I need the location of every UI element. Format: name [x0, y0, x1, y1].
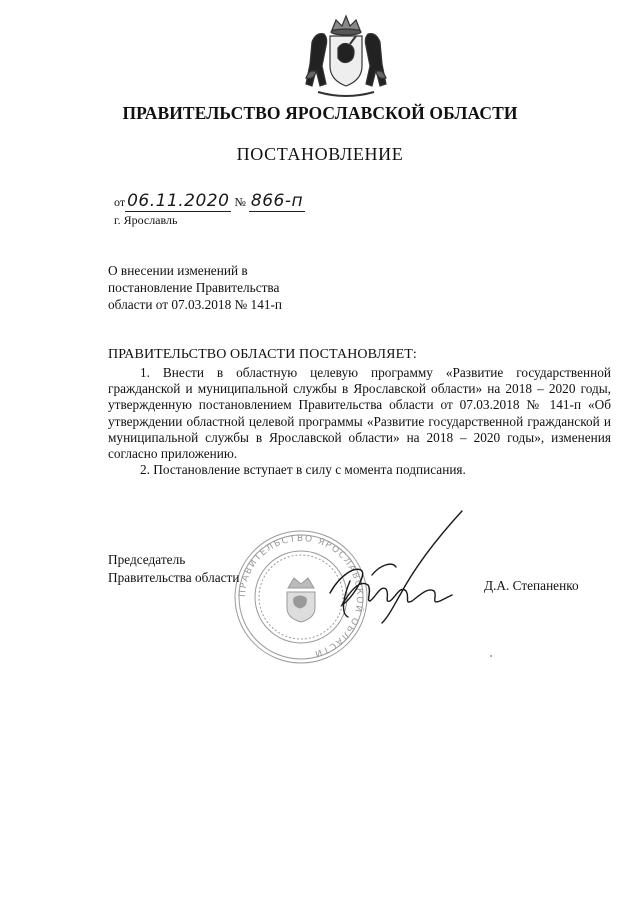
subject-line: области от 07.03.2018 № 141-п — [108, 297, 283, 312]
document-type-title: ПОСТАНОВЛЕНИЕ — [236, 144, 404, 164]
seal-text: ПРАВИТЕЛЬСТВО ЯРОСЛАВСКОЙ ОБЛАСТИ — [237, 533, 365, 659]
position-line: Правительства области — [108, 570, 240, 585]
handwritten-signature — [320, 505, 470, 640]
position-line: Председатель — [108, 552, 186, 567]
document-city: г. Ярославль — [114, 213, 178, 227]
coat-of-arms-icon — [298, 8, 394, 104]
government-name: ПРАВИТЕЛЬСТВО ЯРОСЛАВСКОЙ ОБЛАСТИ — [122, 103, 518, 123]
signatory-position — [108, 551, 239, 587]
number-prefix: № — [234, 195, 246, 209]
body-paragraph: 1. Внести в областную целевую программу «Развитие государственной гражданской и муниципальной службы в Ярославской области» на 2018 – 2020 годы, утвержденную постановлением Правительства области от 07.03.2018 № 141-п «Об утверждении областной целевой программы «Развитие государственной гражданской и муниципальной службы в Ярославской области» на 2018 – 2020 годы», изменения согласно приложению. — [108, 365, 611, 462]
signer-name: Д.А. Степаненко — [484, 578, 579, 593]
document-requisites — [114, 191, 305, 211]
subject-line: О внесении изменений в — [108, 263, 248, 278]
date-prefix: от — [114, 195, 126, 209]
document-date: 06.11.2020 — [127, 191, 230, 211]
subject-line: постановление Правительства — [108, 280, 280, 295]
decree-heading: ПРАВИТЕЛЬСТВО ОБЛАСТИ ПОСТАНОВЛЯЕТ: — [108, 347, 417, 362]
body-paragraph: 2. Постановление вступает в силу с момента подписания. — [140, 462, 466, 478]
document-number: 866-п — [250, 191, 304, 211]
document-body — [108, 365, 611, 478]
document-subject — [108, 262, 348, 313]
scan-speck — [490, 655, 492, 657]
